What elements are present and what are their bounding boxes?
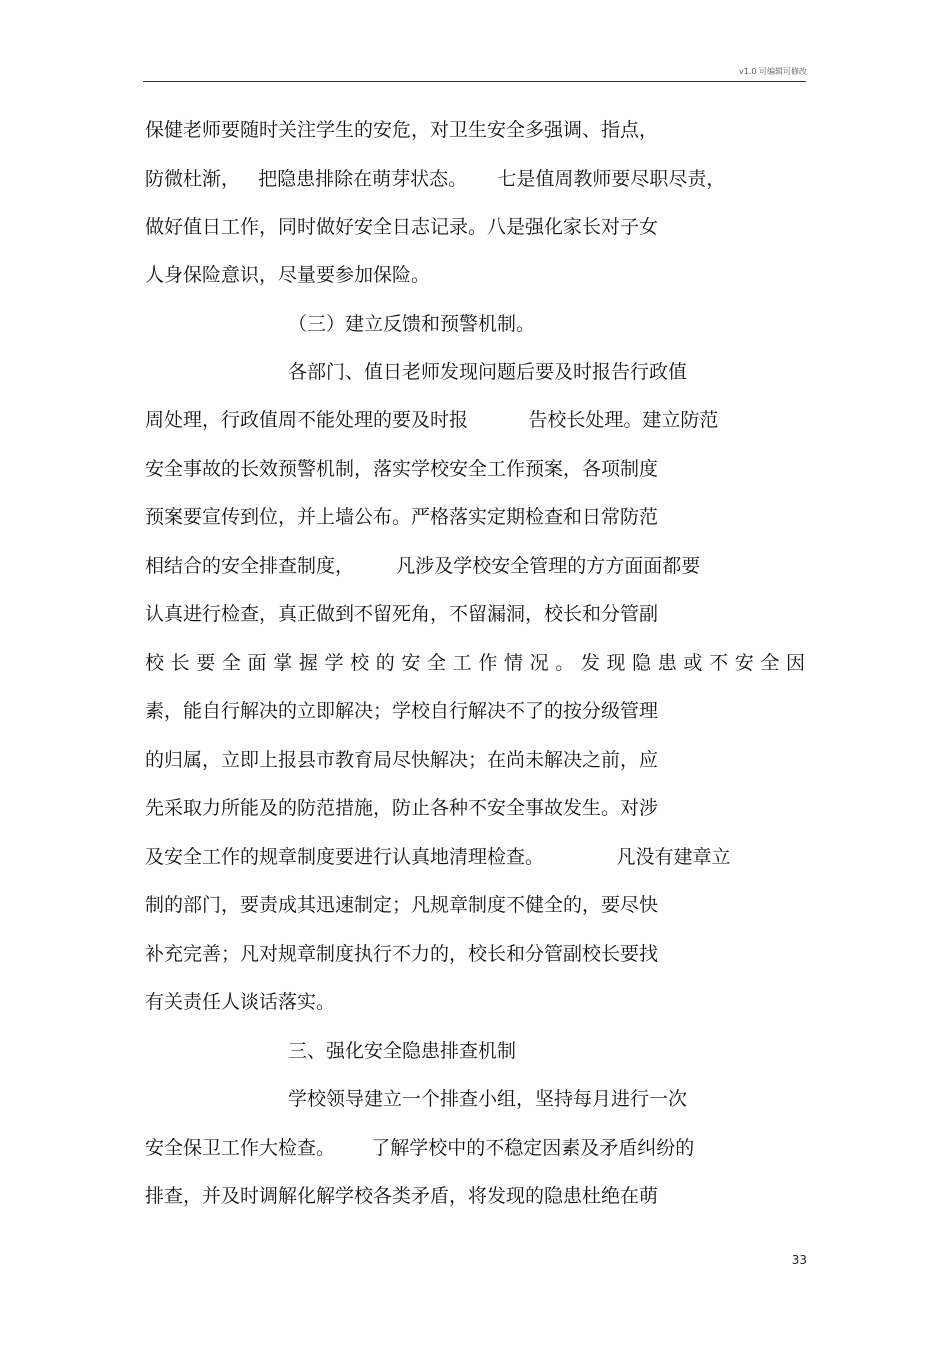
text-line: 防微杜渐， 把隐患排除在萌芽状态。 七是值周教师要尽职尽责， [145,168,726,190]
text-line: 的归属，立即上报县市教育局尽快解决；在尚未解决之前，应 [145,749,659,771]
text-line: 认真进行检查，真正做到不留死角，不留漏洞，校长和分管副 [145,603,659,625]
text-line: 先采取力所能及的防范措施，防止各种不安全事故发生。对涉 [145,797,659,819]
text-line: 及安全工作的规章制度要进行认真地清理检查。 凡没有建章立 [145,846,731,868]
text-line: 校长要全面掌握学校的安全工作情况。发现隐患或不安全因 [145,652,805,674]
text-line: 素，能自行解决的立即解决；学校自行解决不了的按分级管理 [145,700,659,722]
text-line: 周处理，行政值周不能处理的要及时报 告校长处理。建立防范 [145,409,719,431]
header-version-note: v1.0 可编辑可修改 [739,67,807,76]
text-line: 各部门、值日老师发现问题后要及时报告行政值 [288,361,688,383]
text-line: 有关责任人谈话落实。 [145,991,336,1013]
text-line: 安全保卫工作大检查。 了解学校中的不稳定因素及矛盾纠纷的 [145,1137,695,1159]
header-divider [143,81,806,82]
text-line: 保健老师要随时关注学生的安危，对卫生安全多强调、指点， [145,119,659,141]
text-line: 补充完善；凡对规章制度执行不力的，校长和分管副校长要找 [145,943,659,965]
text-line: 学校领导建立一个排查小组，坚持每月进行一次 [288,1088,688,1110]
text-line: 相结合的安全排查制度， 凡涉及学校安全管理的方方面面都要 [145,555,701,577]
text-line: 制的部门，要责成其迅速制定；凡规章制度不健全的，要尽快 [145,894,659,916]
text-line: 安全事故的长效预警机制，落实学校安全工作预案，各项制度 [145,458,659,480]
section-heading: （三）建立反馈和预警机制。 [288,313,536,335]
text-line: 人身保险意识，尽量要参加保险。 [145,264,431,286]
text-line: 排查，并及时调解化解学校各类矛盾，将发现的隐患杜绝在萌 [145,1185,659,1207]
page-number: 33 [791,1253,807,1267]
text-line: 预案要宣传到位，并上墙公布。严格落实定期检查和日常防范 [145,506,659,528]
section-heading: 三、强化安全隐患排查机制 [288,1040,517,1062]
text-line: 做好值日工作，同时做好安全日志记录。八是强化家长对子女 [145,216,659,238]
